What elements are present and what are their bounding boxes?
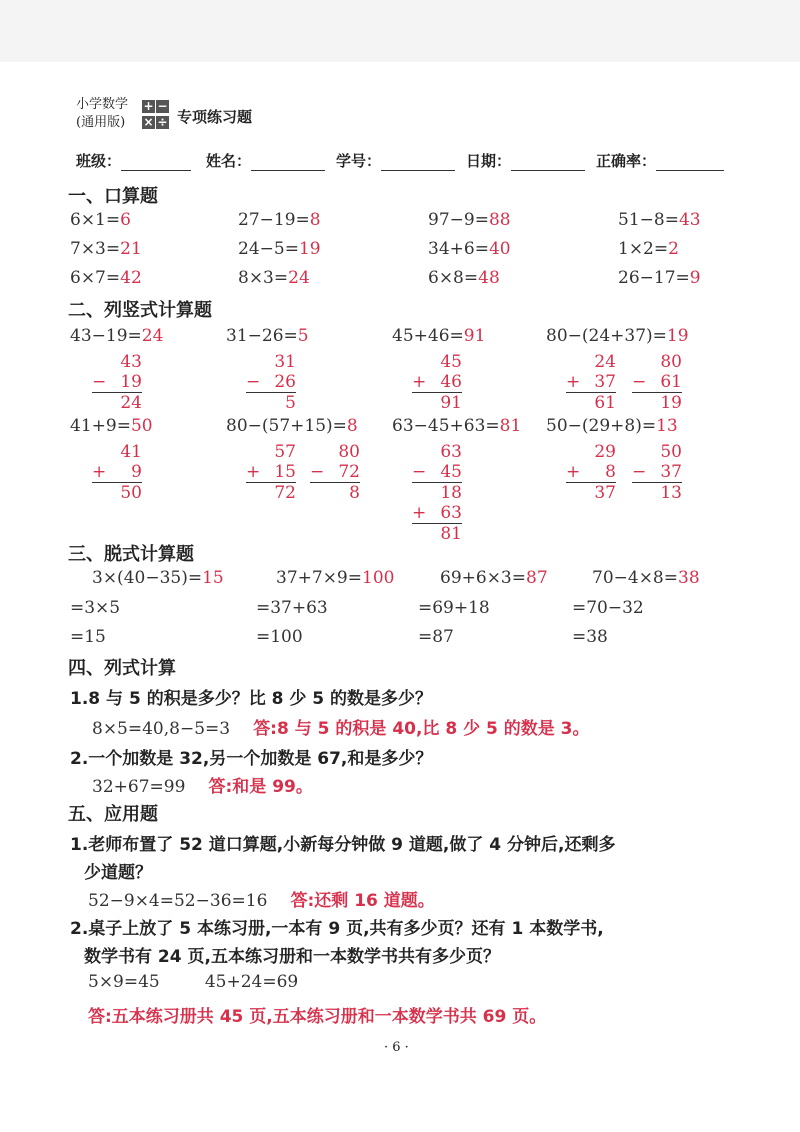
column-calc: 80 − 72 8 (310, 442, 360, 503)
series-label (76, 96, 128, 132)
stepwise-step: =70−32 (572, 598, 644, 618)
stepwise-step: =3×5 (70, 598, 121, 618)
section-applied-heading: 五、应用题 (68, 804, 158, 825)
stepwise-step: =37+63 (256, 598, 328, 618)
stepwise-step: =69+18 (418, 598, 490, 618)
field-accuracy (596, 150, 724, 171)
oral-item: 26−17=9 (618, 268, 701, 288)
vertical-problem: 80−(57+15)=8 (226, 416, 358, 436)
divide-icon: ÷ (157, 115, 168, 129)
word-calc-question: 1.8 与 5 的积是多少？比 8 少 5 的数是多少？ (70, 689, 433, 709)
vertical-problem: 41+9=50 (70, 416, 153, 436)
column-calc: 50 − 37 13 (632, 442, 682, 503)
stepwise-problem: 69+6×3=87 (440, 568, 548, 588)
column-calc: 45 + 46 91 (412, 352, 462, 413)
vertical-problem: 63−45+63=81 (392, 416, 522, 436)
word-calc-solution: 8×5=40,8−5=3 答:8 与 5 的积是 40,比 8 少 5 的数是 3。 (92, 719, 590, 739)
stepwise-step: =15 (70, 627, 106, 647)
column-calc: 63 − 45 18 + 63 81 (412, 442, 462, 544)
column-calc: 31 − 26 5 (246, 352, 296, 413)
page-number: · 6 · (384, 1040, 409, 1055)
worksheet-page (0, 62, 800, 1132)
field-name-label: 姓名： (206, 152, 252, 170)
vertical-problem: 45+46=91 (392, 326, 486, 346)
minus-icon: − (157, 99, 168, 113)
column-calc: 80 − 61 19 (632, 352, 682, 413)
applied-solution: 5×9=45 45+24=69 (88, 972, 299, 992)
column-calc: 29 + 8 37 (566, 442, 616, 503)
oral-item: 8×3=24 (238, 268, 310, 288)
word-calc-solution: 32+67=99 答:和是 99。 (92, 777, 313, 797)
applied-question-line: 少道题？ (84, 863, 152, 883)
section-stepwise-heading: 三、脱式计算题 (68, 544, 194, 565)
field-accuracy-label: 正确率： (596, 152, 657, 170)
field-class-line[interactable] (121, 154, 191, 171)
multiply-icon: × (143, 115, 154, 129)
plus-icon: + (143, 99, 154, 113)
field-student-id-line[interactable] (381, 154, 455, 171)
vertical-problem: 50−(29+8)=13 (546, 416, 678, 436)
oral-item: 27−19=8 (238, 210, 321, 230)
oral-item: 24−5=19 (238, 239, 321, 259)
oral-item: 34+6=40 (428, 239, 511, 259)
series-line2: (通用版) (76, 115, 126, 130)
page-title: 专项练习题 (177, 108, 253, 126)
field-name (206, 150, 325, 171)
top-margin-band (0, 0, 800, 62)
section-vertical-heading: 二、列竖式计算题 (68, 300, 212, 321)
oral-item: 1×2=2 (618, 239, 679, 259)
stepwise-step: =38 (572, 627, 608, 647)
oral-item: 6×8=48 (428, 268, 500, 288)
stepwise-problem: 37+7×9=100 (276, 568, 395, 588)
vertical-problem: 31−26=5 (226, 326, 309, 346)
applied-solution: 52−9×4=52−36=16 答:还剩 16 道题。 (88, 891, 435, 911)
word-calc-question: 2.一个加数是 32,另一个加数是 67,和是多少？ (70, 749, 433, 769)
applied-question-line: 1.老师布置了 52 道口算题,小新每分钟做 9 道题,做了 4 分钟后,还剩多 (70, 835, 616, 855)
vertical-problem: 43−19=24 (70, 326, 164, 346)
oral-item: 97−9=88 (428, 210, 511, 230)
column-calc: 41 + 9 50 (92, 442, 142, 503)
field-name-line[interactable] (251, 154, 325, 171)
column-calc: 43 − 19 24 (92, 352, 142, 413)
applied-final-answer: 答:五本练习册共 45 页,五本练习册和一本数学书共 69 页。 (88, 1007, 547, 1027)
field-student-id-label: 学号： (336, 152, 382, 170)
field-student-id (336, 150, 455, 171)
oral-item: 6×1=6 (70, 210, 131, 230)
field-date-line[interactable] (511, 154, 585, 171)
stepwise-step: =100 (256, 627, 303, 647)
oral-item: 6×7=42 (70, 268, 142, 288)
operator-icons (142, 98, 174, 130)
applied-question-line: 数学书有 24 页,五本练习册和一本数学书共有多少页？ (84, 947, 500, 967)
field-class (76, 150, 191, 171)
field-accuracy-line[interactable] (656, 154, 724, 171)
stepwise-step: =87 (418, 627, 454, 647)
field-date-label: 日期： (466, 152, 512, 170)
section-oral-heading: 一、口算题 (68, 186, 158, 207)
field-date (466, 150, 585, 171)
field-class-label: 班级： (76, 152, 122, 170)
column-calc: 57 + 15 72 (246, 442, 296, 503)
oral-item: 7×3=21 (70, 239, 142, 259)
oral-item: 51−8=43 (618, 210, 701, 230)
vertical-problem: 80−(24+37)=19 (546, 326, 689, 346)
column-calc: 24 + 37 61 (566, 352, 616, 413)
section-word-calc-heading: 四、列式计算 (68, 658, 176, 679)
stepwise-problem: 70−4×8=38 (592, 568, 700, 588)
applied-question-line: 2.桌子上放了 5 本练习册,一本有 9 页,共有多少页？还有 1 本数学书, (70, 919, 604, 939)
stepwise-problem: 3×(40−35)=15 (92, 568, 224, 588)
series-line1: 小学数学 (76, 97, 129, 112)
